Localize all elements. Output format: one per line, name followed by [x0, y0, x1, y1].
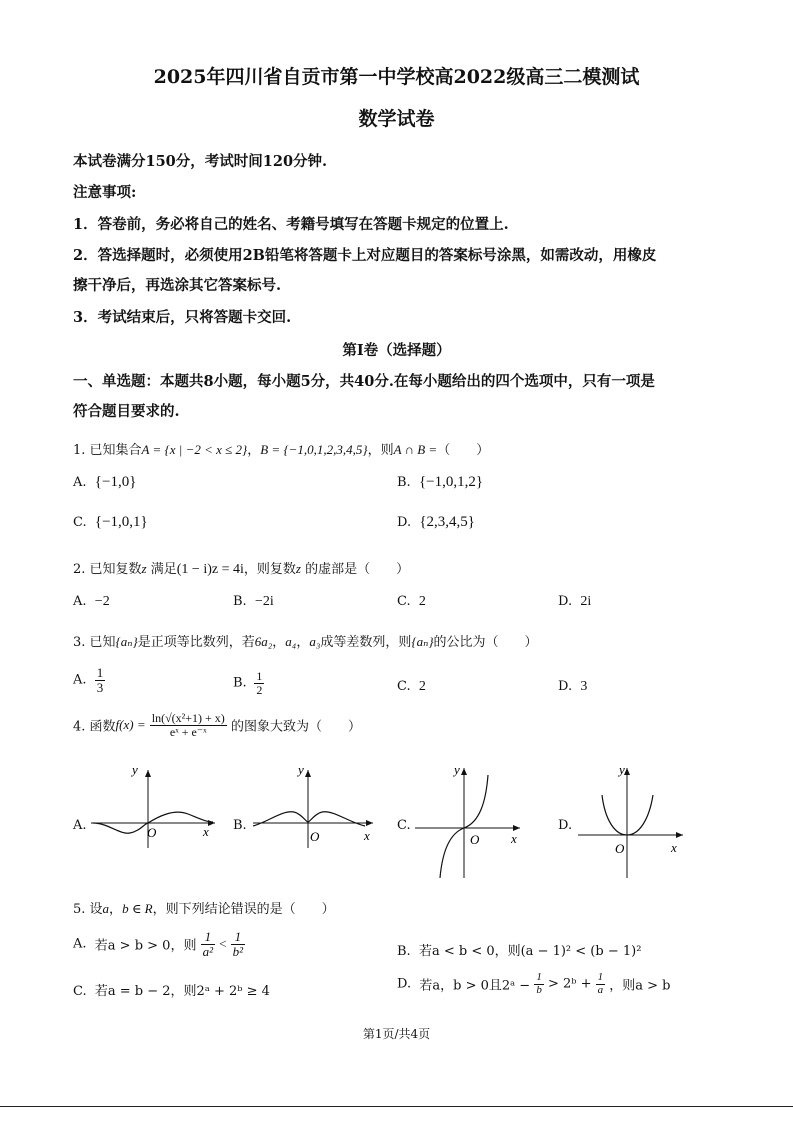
- q3-suffix: 的公比为（ ）: [433, 635, 538, 650]
- question-3: [73, 631, 538, 650]
- q5-a-frac-1: [201, 930, 215, 958]
- q1-suffix-a: ，则: [367, 443, 394, 458]
- q1-suffix-b: （ ）: [437, 443, 490, 458]
- q4-graph-d: [575, 760, 690, 880]
- q5-option-d-post: ，则a > b: [609, 978, 671, 994]
- q5-option-d-label: D.: [397, 976, 412, 992]
- q5-a: a: [102, 901, 110, 916]
- note-item-2b: 擦干净后，再选涂其它答案标号.: [73, 277, 282, 294]
- question-4: [73, 712, 361, 738]
- q4-option-c-label[interactable]: C.: [397, 818, 411, 833]
- q3-prefix: 3. 已知: [73, 635, 116, 650]
- q2-option-c[interactable]: [397, 594, 426, 610]
- y-label: y: [619, 762, 625, 777]
- q1-set-b: B = {−1,0,1,2,3,4,5}: [260, 442, 368, 457]
- q1-option-b-label: B.: [397, 475, 411, 490]
- q2-option-c-text: 2: [418, 594, 426, 609]
- q5-a-frac-1-den: a²: [202, 943, 214, 959]
- q5-option-d-pre: 若a，b > 0且2ᵃ −: [419, 978, 531, 994]
- q2-suffix: 的虚部是（ ）: [305, 562, 410, 577]
- q2-z2: z: [295, 561, 301, 576]
- q3-option-d[interactable]: [558, 679, 587, 695]
- q5-option-b[interactable]: [397, 940, 641, 959]
- q3-sep-2: ，: [296, 635, 310, 650]
- q1-option-d-text: {2,3,4,5}: [419, 514, 476, 530]
- q2-option-b[interactable]: [233, 594, 274, 610]
- q2-z: z: [141, 561, 147, 576]
- q5-d-frac-1-num: 1: [536, 971, 542, 983]
- q3-term-2: a₄: [285, 634, 297, 649]
- q3-mid2: 成等差数列，则: [320, 635, 412, 650]
- y-label: y: [132, 762, 138, 777]
- origin-label: O: [147, 825, 157, 840]
- q1-set-a: A = {x | −2 < x ≤ 2}: [141, 442, 248, 457]
- q4-option-d-label[interactable]: D.: [558, 818, 573, 833]
- q4-graph-b: [250, 760, 380, 850]
- notes-heading: 注意事项:: [73, 184, 137, 201]
- q4-fx: f(x) =: [115, 717, 146, 733]
- x-label: x: [203, 824, 209, 839]
- q3-option-b-fraction: [254, 670, 264, 696]
- q3-option-b-label: B.: [233, 675, 247, 691]
- q4-prefix: 4. 函数: [73, 719, 116, 735]
- q3-option-c[interactable]: [397, 679, 426, 695]
- curve: [253, 812, 365, 826]
- q5-d-frac-2: [596, 972, 606, 996]
- q1-option-c[interactable]: [73, 514, 148, 531]
- q1-prefix: 1. 已知集合: [73, 443, 142, 458]
- note-item-3: 3．考试结束后，只将答题卡交回.: [73, 309, 292, 326]
- q5-option-d[interactable]: [397, 972, 671, 996]
- q4-option-b-label[interactable]: B.: [233, 818, 247, 833]
- exam-subtitle: 数学试卷: [358, 108, 435, 130]
- q5-option-c[interactable]: [73, 980, 270, 999]
- q4-suffix: 的图象大致为（ ）: [230, 719, 361, 735]
- q3-mid: 是正项等比数列，若: [137, 635, 255, 650]
- origin-label: O: [615, 841, 625, 856]
- q2-mid2: ，则复数: [243, 562, 296, 577]
- q1-option-a[interactable]: [73, 474, 136, 491]
- section-intro-a: 一、单选题：本题共8小题，每小题5分，共40分.在每小题给出的四个选项中，只有一项是: [73, 373, 655, 390]
- q3-term-1: 6a₂: [254, 634, 273, 649]
- q2-option-d-label: D.: [558, 594, 573, 609]
- y-arrow-icon: [145, 770, 151, 777]
- q1-expr: A ∩ B =: [393, 442, 438, 457]
- q3-sep-1: ，: [272, 635, 286, 650]
- q5-sep: ，: [109, 902, 123, 917]
- q3-b-denominator: 2: [256, 682, 263, 697]
- q4-numerator: ln(√(x²+1) + x): [151, 711, 225, 725]
- q5-d-frac-2-den: a: [597, 983, 604, 996]
- y-label: y: [454, 762, 460, 777]
- q3-option-b[interactable]: [233, 670, 264, 696]
- q3-option-d-text: 3: [580, 679, 588, 694]
- q5-option-c-label: C.: [73, 984, 87, 999]
- q5-prefix: 5. 设: [73, 902, 103, 917]
- section-title: 第I卷（选择题）: [342, 342, 451, 359]
- q5-a-frac-2-num: 1: [231, 930, 245, 945]
- q3-option-d-label: D.: [558, 679, 573, 694]
- q5-d-frac-2-num: 1: [597, 971, 604, 983]
- page-number: 第1页/共4页: [362, 1027, 431, 1041]
- q2-option-b-label: B.: [233, 594, 247, 609]
- q1-option-c-text: {−1,0,1}: [94, 514, 148, 530]
- q2-option-a-text: −2: [94, 594, 110, 609]
- q2-mid: 满足: [150, 562, 177, 577]
- q3-term-3: a₃: [309, 634, 321, 649]
- x-arrow-icon: [366, 820, 373, 826]
- q3-option-a-label: A.: [73, 672, 87, 688]
- note-item-1: 1．答卷前，务必将自己的姓名、考籍号填写在答题卡规定的位置上.: [73, 216, 509, 233]
- question-1: 1. 已知集合A = {x | −2 < x ≤ 2}，B = {−1,0,1,2,3,4,5}，则A ∩ B =（ ）: [73, 442, 490, 458]
- q3-a-numerator: 1: [96, 665, 104, 680]
- q5-d-frac-1: [534, 972, 544, 996]
- section-intro-b: 符合题目要求的.: [73, 403, 180, 420]
- q2-prefix: 2. 已知复数: [73, 562, 142, 577]
- q1-option-d[interactable]: [397, 514, 475, 531]
- bottom-divider: [0, 1106, 793, 1107]
- q3-option-c-label: C.: [397, 679, 411, 694]
- q5-a-frac-1-num: 1: [201, 930, 215, 945]
- q4-graph-a: [88, 760, 223, 850]
- q3-option-a[interactable]: [73, 666, 105, 694]
- q1-option-c-label: C.: [73, 515, 87, 530]
- q5-a-frac-2: [231, 930, 245, 958]
- x-label: x: [511, 831, 517, 846]
- q5-option-a[interactable]: [73, 930, 245, 958]
- origin-label: O: [310, 829, 320, 844]
- q4-option-a-label[interactable]: A.: [73, 818, 87, 833]
- question-2: [73, 558, 409, 578]
- q2-option-d-text: 2i: [580, 594, 592, 609]
- y-label: y: [298, 762, 304, 777]
- question-5: [73, 898, 335, 917]
- x-arrow-icon: [676, 832, 683, 838]
- q2-option-a[interactable]: [73, 594, 110, 610]
- q1-option-a-text: {−1,0}: [94, 474, 137, 490]
- q5-option-b-label: B.: [397, 944, 411, 959]
- origin-label: O: [470, 832, 480, 847]
- y-arrow-icon: [305, 770, 311, 777]
- q5-option-b-text: 若a < b < 0，则(a − 1)² < (b − 1)²: [418, 944, 642, 959]
- q5-suffix: ，则下列结论错误的是（ ）: [152, 902, 335, 917]
- q5-a-frac-2-den: b²: [232, 943, 244, 959]
- q5-option-a-pre: 若a > b > 0，则: [94, 938, 197, 954]
- q5-d-frac-1-den: b: [536, 983, 542, 996]
- q5-option-d-mid: > 2ᵇ +: [547, 976, 592, 992]
- q2-option-c-label: C.: [397, 594, 411, 609]
- q5-b: b ∈ R: [122, 901, 153, 916]
- q3-a-denominator: 3: [96, 679, 104, 695]
- q4-graph-c: [412, 760, 527, 880]
- q5-option-c-text: 若a = b − 2，则2ᵃ + 2ᵇ ≥ 4: [94, 984, 270, 999]
- x-arrow-icon: [208, 820, 215, 826]
- q2-equation: (1 − i)z = 4i: [176, 562, 244, 577]
- q1-option-b-text: {−1,0,1,2}: [418, 474, 484, 490]
- q4-denominator: eˣ + e⁻ˣ: [169, 724, 207, 739]
- q1-option-a-label: A.: [73, 475, 87, 490]
- q1-option-d-label: D.: [397, 515, 412, 530]
- q5-option-a-label: A.: [73, 936, 87, 952]
- exam-title: 2025年四川省自贡市第一中学校高2022级高三二模测试: [153, 66, 640, 88]
- q5-a-lt: <: [219, 936, 227, 952]
- x-label: x: [671, 840, 677, 855]
- q2-option-a-label: A.: [73, 594, 87, 609]
- y-arrow-icon: [624, 768, 630, 775]
- q3-b-numerator: 1: [256, 669, 263, 683]
- x-label: x: [364, 828, 370, 843]
- q1-option-b[interactable]: [397, 474, 483, 491]
- q3-option-c-text: 2: [418, 679, 426, 694]
- q4-fraction: [150, 712, 227, 738]
- q2-option-b-text: −2i: [254, 594, 274, 609]
- q3-sequence-2: {aₙ}: [411, 634, 434, 649]
- exam-info: 本试卷满分150分，考试时间120分钟.: [73, 153, 328, 170]
- y-arrow-icon: [461, 768, 467, 775]
- q3-sequence: {aₙ}: [115, 634, 138, 649]
- q2-option-d[interactable]: [558, 594, 591, 610]
- q3-option-a-fraction: [95, 666, 106, 694]
- note-item-2a: 2．答选择题时，必须使用2B铅笔将答题卡上对应题目的答案标号涂黑，如需改动，用橡皮: [73, 247, 657, 264]
